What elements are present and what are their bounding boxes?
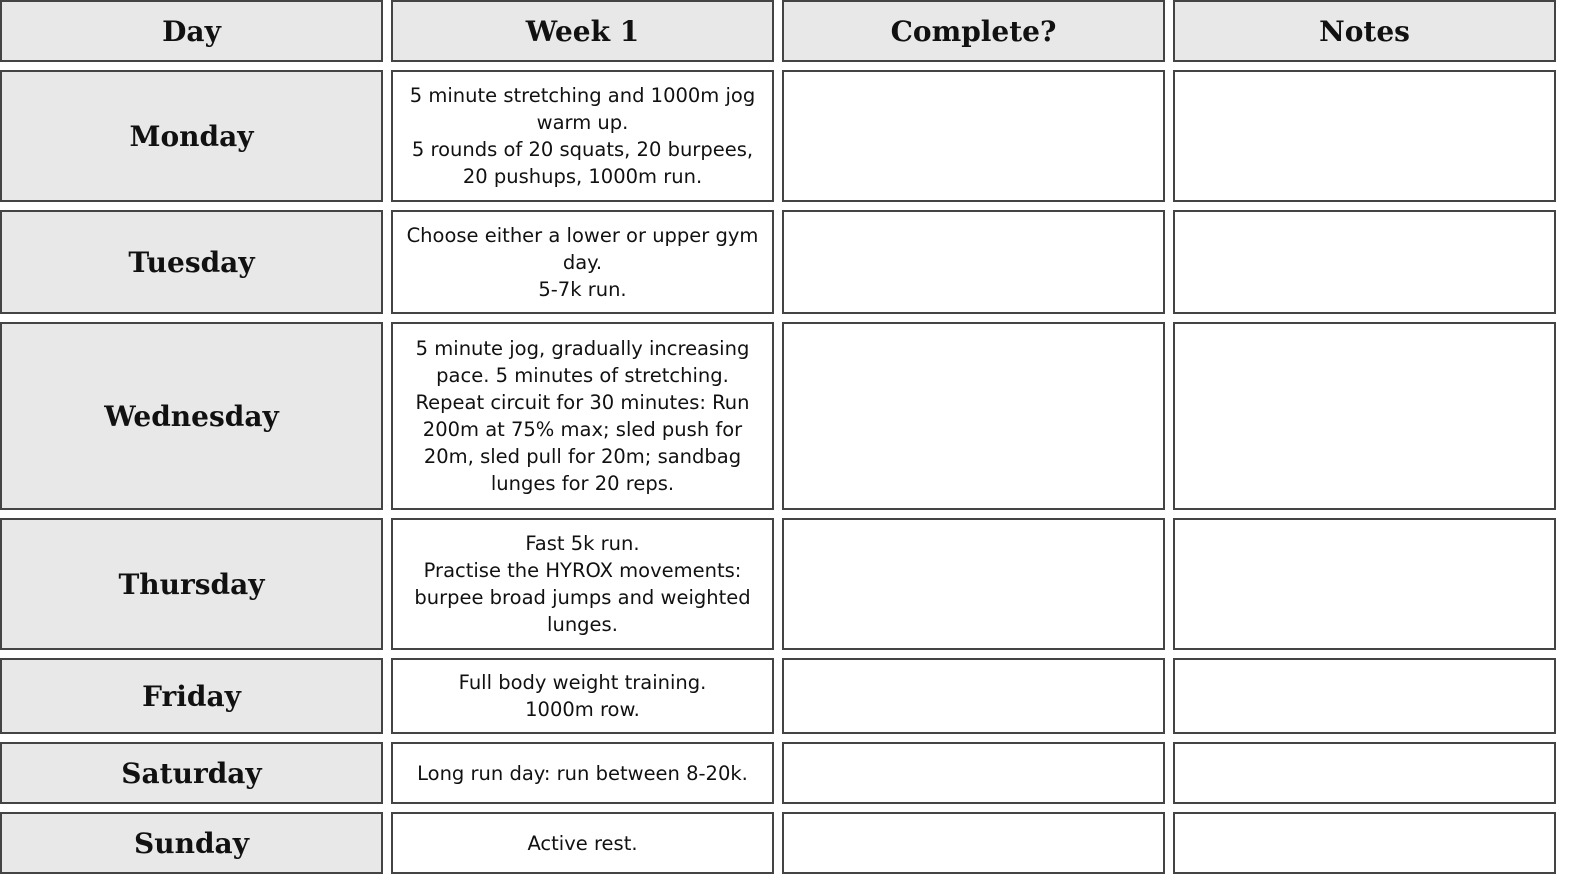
workout-tuesday <box>391 210 774 314</box>
workout-saturday <box>391 742 774 804</box>
day-monday: Monday <box>0 70 383 202</box>
workout-monday <box>391 70 774 202</box>
complete-thursday[interactable] <box>782 518 1165 650</box>
day-tuesday: Tuesday <box>0 210 383 314</box>
complete-saturday[interactable] <box>782 742 1165 804</box>
workout-thursday <box>391 518 774 650</box>
notes-tuesday[interactable] <box>1173 210 1556 314</box>
complete-wednesday[interactable] <box>782 322 1165 510</box>
day-sunday: Sunday <box>0 812 383 874</box>
workout-text: Full body weight training. 1000m row. <box>458 671 707 721</box>
header-notes: Notes <box>1173 0 1556 62</box>
workout-text: 5 minute jog, gradually increasing pace. 5 minutes of stretching. Repeat circuit for 30 minutes: Run 200m at 75% max; sled push for 20m, sled pull for 20m; sandbag lunges for 20 reps. <box>415 337 750 495</box>
complete-tuesday[interactable] <box>782 210 1165 314</box>
header-complete: Complete? <box>782 0 1165 62</box>
notes-saturday[interactable] <box>1173 742 1556 804</box>
complete-monday[interactable] <box>782 70 1165 202</box>
workout-friday <box>391 658 774 734</box>
workout-text: 5 minute stretching and 1000m jog warm up. 5 rounds of 20 squats, 20 burpees, 20 pushups, 1000m run. <box>409 84 756 188</box>
day-saturday: Saturday <box>0 742 383 804</box>
workout-text: Choose either a lower or upper gym day. 5-7k run. <box>406 223 759 301</box>
day-thursday: Thursday <box>0 518 383 650</box>
notes-wednesday[interactable] <box>1173 322 1556 510</box>
workout-text: Fast 5k run. Practise the HYROX movements: burpee broad jumps and weighted lunges. <box>414 532 751 636</box>
workout-text: Long run day: run between 8-20k. <box>417 761 748 785</box>
workout-text: Active rest. <box>527 831 638 855</box>
notes-monday[interactable] <box>1173 70 1556 202</box>
complete-sunday[interactable] <box>782 812 1165 874</box>
notes-thursday[interactable] <box>1173 518 1556 650</box>
notes-sunday[interactable] <box>1173 812 1556 874</box>
notes-friday[interactable] <box>1173 658 1556 734</box>
header-day: Day <box>0 0 383 62</box>
day-wednesday: Wednesday <box>0 322 383 510</box>
complete-friday[interactable] <box>782 658 1165 734</box>
workout-sunday <box>391 812 774 874</box>
header-week-1: Week 1 <box>391 0 774 62</box>
day-friday: Friday <box>0 658 383 734</box>
workout-wednesday <box>391 322 774 510</box>
